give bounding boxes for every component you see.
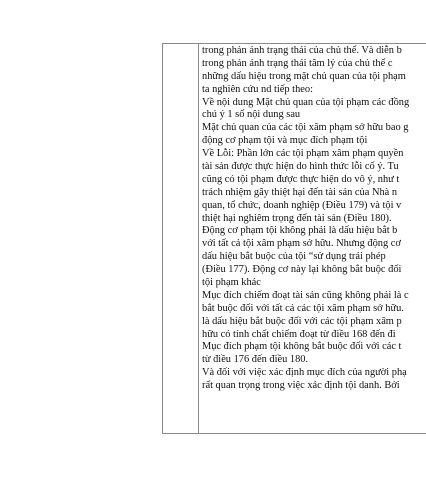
text-line: Về Lỗi: Phần lớn các tội phạm xâm phạm quyền: [202, 148, 404, 160]
text-line: với tất cả tội xâm phạm sở hữu. Nhưng động cơ: [202, 238, 401, 250]
text-line: hữu có tính chất chiếm đoạt từ điều 168 đến đi: [202, 328, 396, 340]
text-line: chú ý 1 số nội dung sau: [202, 109, 301, 121]
text-line: tội phạm khác: [202, 277, 261, 289]
text-line: thiệt hại nghiêm trọng đến tài sản (Điều 180).: [202, 212, 392, 224]
text-line: ta nghiên cứu nd tiếp theo:: [202, 83, 313, 95]
text-line: động cơ phạm tội và mục đích phạm tội: [202, 135, 368, 147]
text-line: dấu hiệu bắt buộc của tội “sử dụng trái phép: [202, 251, 386, 263]
text-line: tài sản được thực hiện do hình thức lỗi cố ý. Tu: [202, 161, 399, 173]
table-column-border-inner: [198, 43, 199, 433]
text-line: trong phản ánh trạng thái của chủ thể. Và diễn b: [202, 45, 402, 56]
document-text-cell: [202, 45, 426, 431]
text-line: Động cơ phạm tội không phải là dấu hiệu bắt b: [202, 225, 398, 237]
text-line: Về nội dung Mặt chủ quan của tội phạm các đồng: [202, 96, 410, 108]
text-line: trong phản ánh trạng thái tâm lý của chủ thể c: [202, 57, 393, 69]
text-line: trách nhiệm gây thiệt hại đến tài sản của Nhà n: [202, 186, 398, 198]
text-line: những dấu hiệu trong mặt chủ quan của tội phạm: [202, 70, 406, 82]
text-line: là dấu hiệu bắt buộc đối với các tội phạm xâm p: [202, 315, 402, 327]
text-line: quan, tổ chức, doanh nghiệp (Điều 179) và tội v: [202, 199, 402, 211]
text-line: Mục đích phạm tội không bắt buộc đối với các t: [202, 341, 402, 353]
text-line: bắt buộc đối với tất cả các tội xâm phạm sở hữu.: [202, 302, 404, 314]
text-line: Và đối với việc xác định mục đích của người phạ: [202, 367, 407, 379]
text-line: (Điều 177). Động cơ này lại không bắt buộc đối: [202, 264, 402, 276]
text-line: Mục đích chiếm đoạt tài sản cũng không phải là c: [202, 289, 409, 301]
table-column-border-left: [162, 43, 163, 433]
text-line: cũng có tội phạm được thực hiện do vô ý, như t: [202, 173, 400, 185]
text-line: rất quan trọng trong việc xác định tội danh. Bởi: [202, 380, 400, 392]
text-line: từ điều 176 đến điều 180.: [202, 354, 309, 366]
text-line: Mặt chủ quan của các tội xâm phạm sở hữu bao g: [202, 122, 409, 134]
